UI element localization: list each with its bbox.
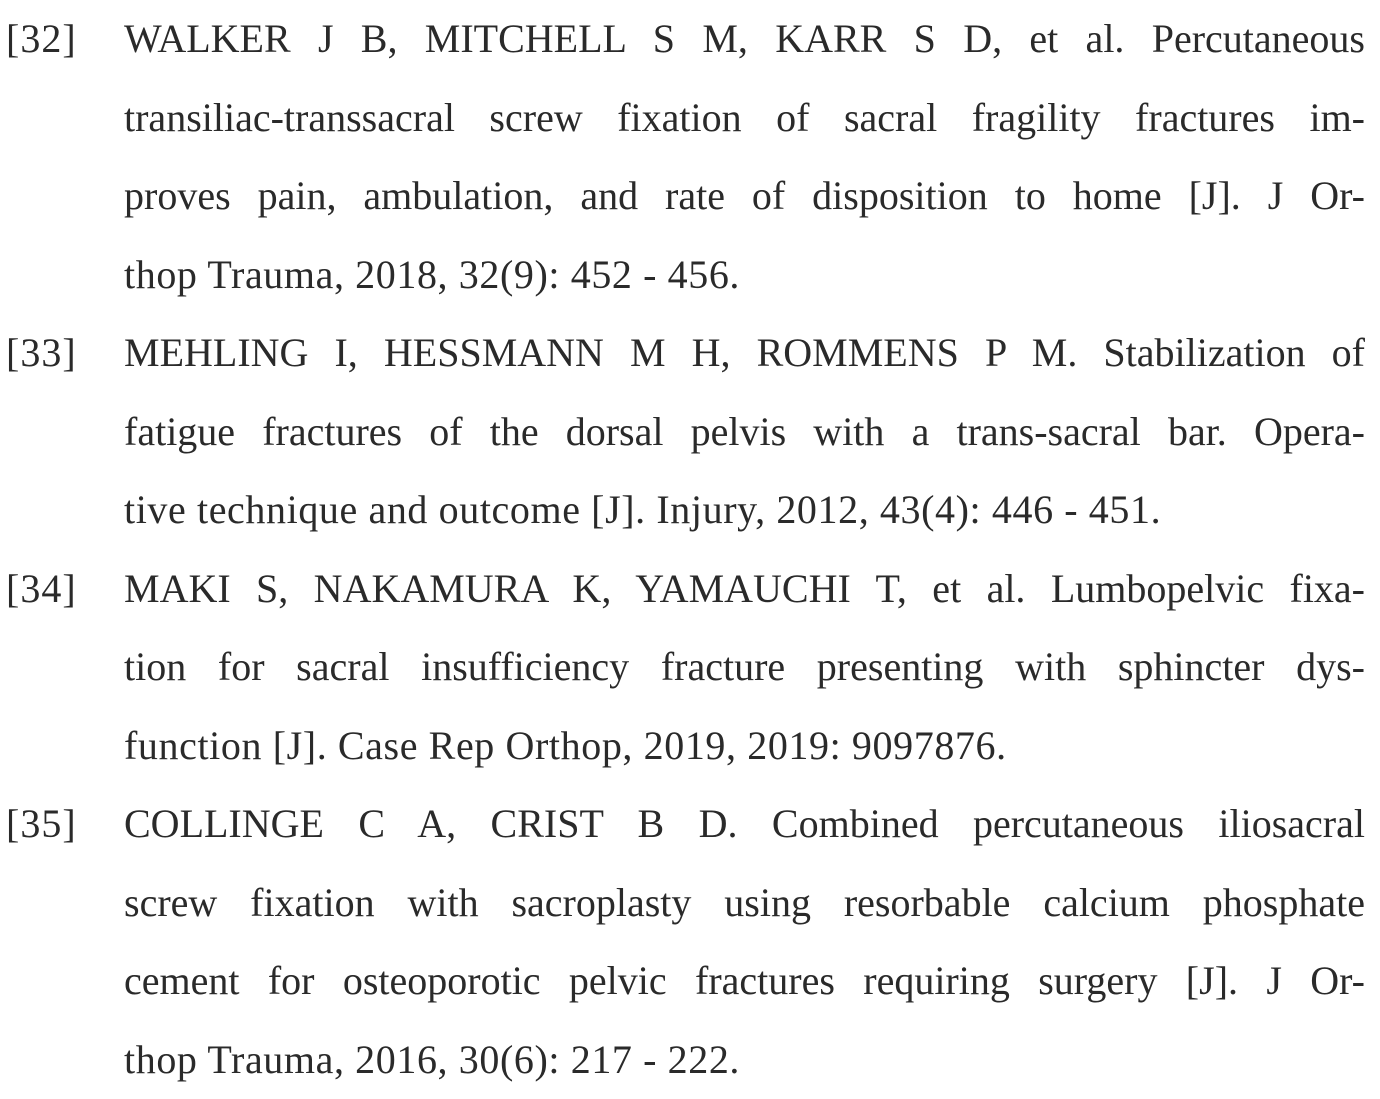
reference-text-line: MEHLING I, HESSMANN M H, ROMMENS P M. Stabilization of [124,314,1365,393]
reference-item-35 [0,785,1380,1099]
reference-text-line: MAKI S, NAKAMURA K, YAMAUCHI T, et al. Lumbopelvic fixa- [124,550,1365,629]
reference-number: [35] [6,785,77,864]
reference-text-line: function [J]. Case Rep Orthop, 2019, 2019: 9097876. [124,707,1365,786]
reference-number: [32] [6,0,77,79]
reference-text-line: thop Trauma, 2016, 30(6): 217 - 222. [124,1021,1365,1099]
reference-item-32 [0,0,1380,314]
reference-item-33 [0,314,1380,550]
reference-text-line: transiliac-transsacral screw fixation of sacral fragility fractures im- [124,79,1365,158]
reference-text-line: tive technique and outcome [J]. Injury, 2012, 43(4): 446 - 451. [124,471,1365,550]
reference-number: [34] [6,550,77,629]
reference-text-line: WALKER J B, MITCHELL S M, KARR S D, et al. Percutaneous [124,0,1365,79]
reference-text-line: screw fixation with sacroplasty using resorbable calcium phosphate [124,864,1365,943]
reference-text-line: proves pain, ambulation, and rate of disposition to home [J]. J Or- [124,157,1365,236]
reference-text-line: cement for osteoporotic pelvic fractures requiring surgery [J]. J Or- [124,942,1365,1021]
reference-text-line: COLLINGE C A, CRIST B D. Combined percutaneous iliosacral [124,785,1365,864]
reference-text-line: fatigue fractures of the dorsal pelvis with a trans-sacral bar. Opera- [124,393,1365,472]
reference-text-line: thop Trauma, 2018, 32(9): 452 - 456. [124,236,1365,315]
reference-item-34 [0,550,1380,786]
reference-number: [33] [6,314,77,393]
reference-text-line: tion for sacral insufficiency fracture presenting with sphincter dys- [124,628,1365,707]
